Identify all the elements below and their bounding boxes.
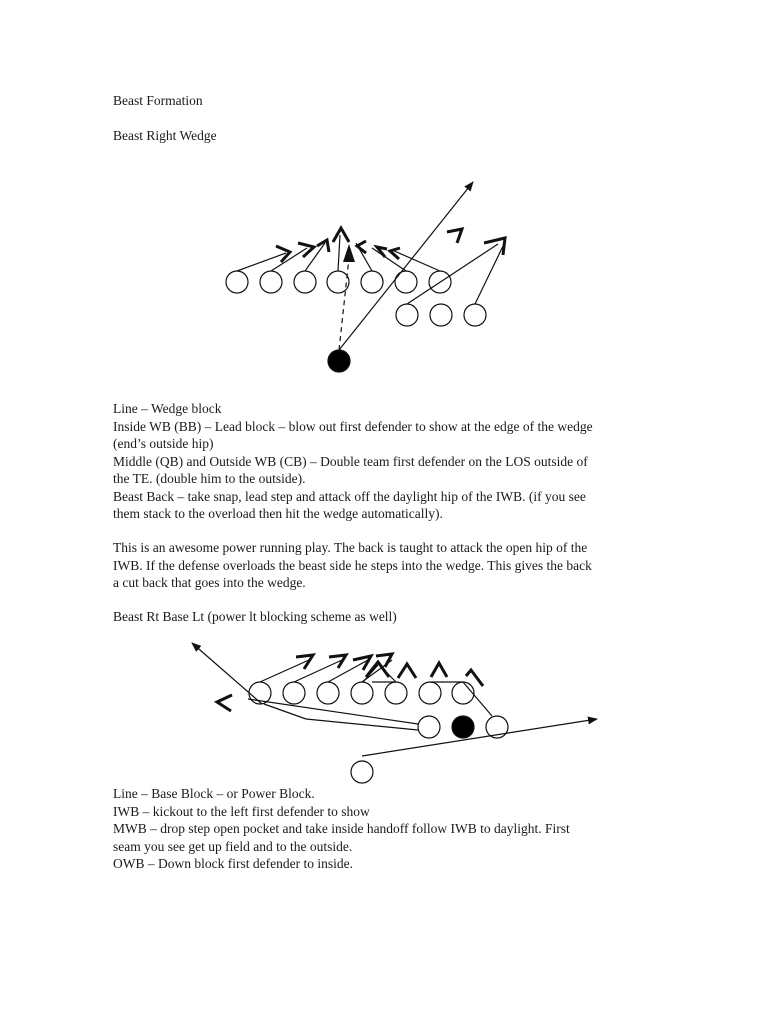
note-line: Inside WB (BB) – Lead block – blow out first defender to show at the edge of the wedge	[113, 418, 593, 434]
play-2-name: Beast Rt Base Lt (power lt blocking scheme as well)	[113, 609, 397, 624]
player-circle	[351, 682, 373, 704]
note-line: seam you see get up field and to the outside.	[113, 838, 353, 854]
player-circle	[283, 682, 305, 704]
player-circle	[452, 682, 474, 704]
summary-paragraph	[113, 539, 673, 592]
note-line: IWB – kickout to the left first defender to show	[113, 803, 370, 819]
ball-carrier	[452, 716, 474, 738]
player-circle	[361, 271, 383, 293]
note-line: MWB – drop step open pocket and take inside handoff follow IWB to daylight. First	[113, 821, 570, 836]
offensive-line	[249, 682, 474, 704]
note-line: Beast Back – take snap, lead step and attack off the daylight hip of the IWB. (if you see	[113, 488, 586, 504]
wingback-routes	[407, 238, 505, 304]
note-line: Middle (QB) and Outside WB (CB) – Double team first defender on the LOS outside of	[113, 453, 588, 469]
summary-line: This is an awesome power running play. The back is taught to attack the open hip of the	[113, 540, 588, 555]
player-circle	[294, 271, 316, 293]
play-1-notes	[113, 400, 673, 523]
player-circle	[418, 716, 440, 738]
player-circle	[260, 271, 282, 293]
player-circle	[464, 304, 486, 326]
note-line: them stack to the overload then hit the wedge automatically).	[113, 506, 443, 521]
note-line: (end’s outside hip)	[113, 436, 214, 451]
note-line: OWB – Down block first defender to inside.	[113, 856, 353, 871]
note-line: Line – Base Block – or Power Block.	[113, 786, 315, 801]
player-circle	[327, 271, 349, 293]
summary-line: IWB. If the defense overloads the beast side he steps into the wedge. This gives the back	[113, 557, 592, 573]
player-circle	[226, 271, 248, 293]
player-circle	[430, 304, 452, 326]
player-circle	[396, 304, 418, 326]
beast-back	[351, 761, 373, 783]
formation-title: Beast Formation	[113, 93, 203, 108]
beast-back	[328, 350, 350, 372]
play-1-diagram	[0, 170, 768, 380]
wingbacks	[396, 304, 486, 326]
player-circle	[395, 271, 417, 293]
play-1-name: Beast Right Wedge	[113, 128, 217, 143]
note-line: Line – Wedge block	[113, 401, 222, 416]
player-circle	[385, 682, 407, 704]
player-circle	[419, 682, 441, 704]
wedge-routes	[237, 235, 440, 271]
block-marks	[276, 228, 462, 262]
summary-line: a cut back that goes into the wedge.	[113, 575, 306, 590]
note-line: the TE. (double him to the outside).	[113, 471, 306, 486]
play-2-diagram	[0, 630, 768, 790]
player-circle	[317, 682, 339, 704]
play-2-notes	[113, 785, 673, 873]
offensive-line	[226, 271, 451, 293]
